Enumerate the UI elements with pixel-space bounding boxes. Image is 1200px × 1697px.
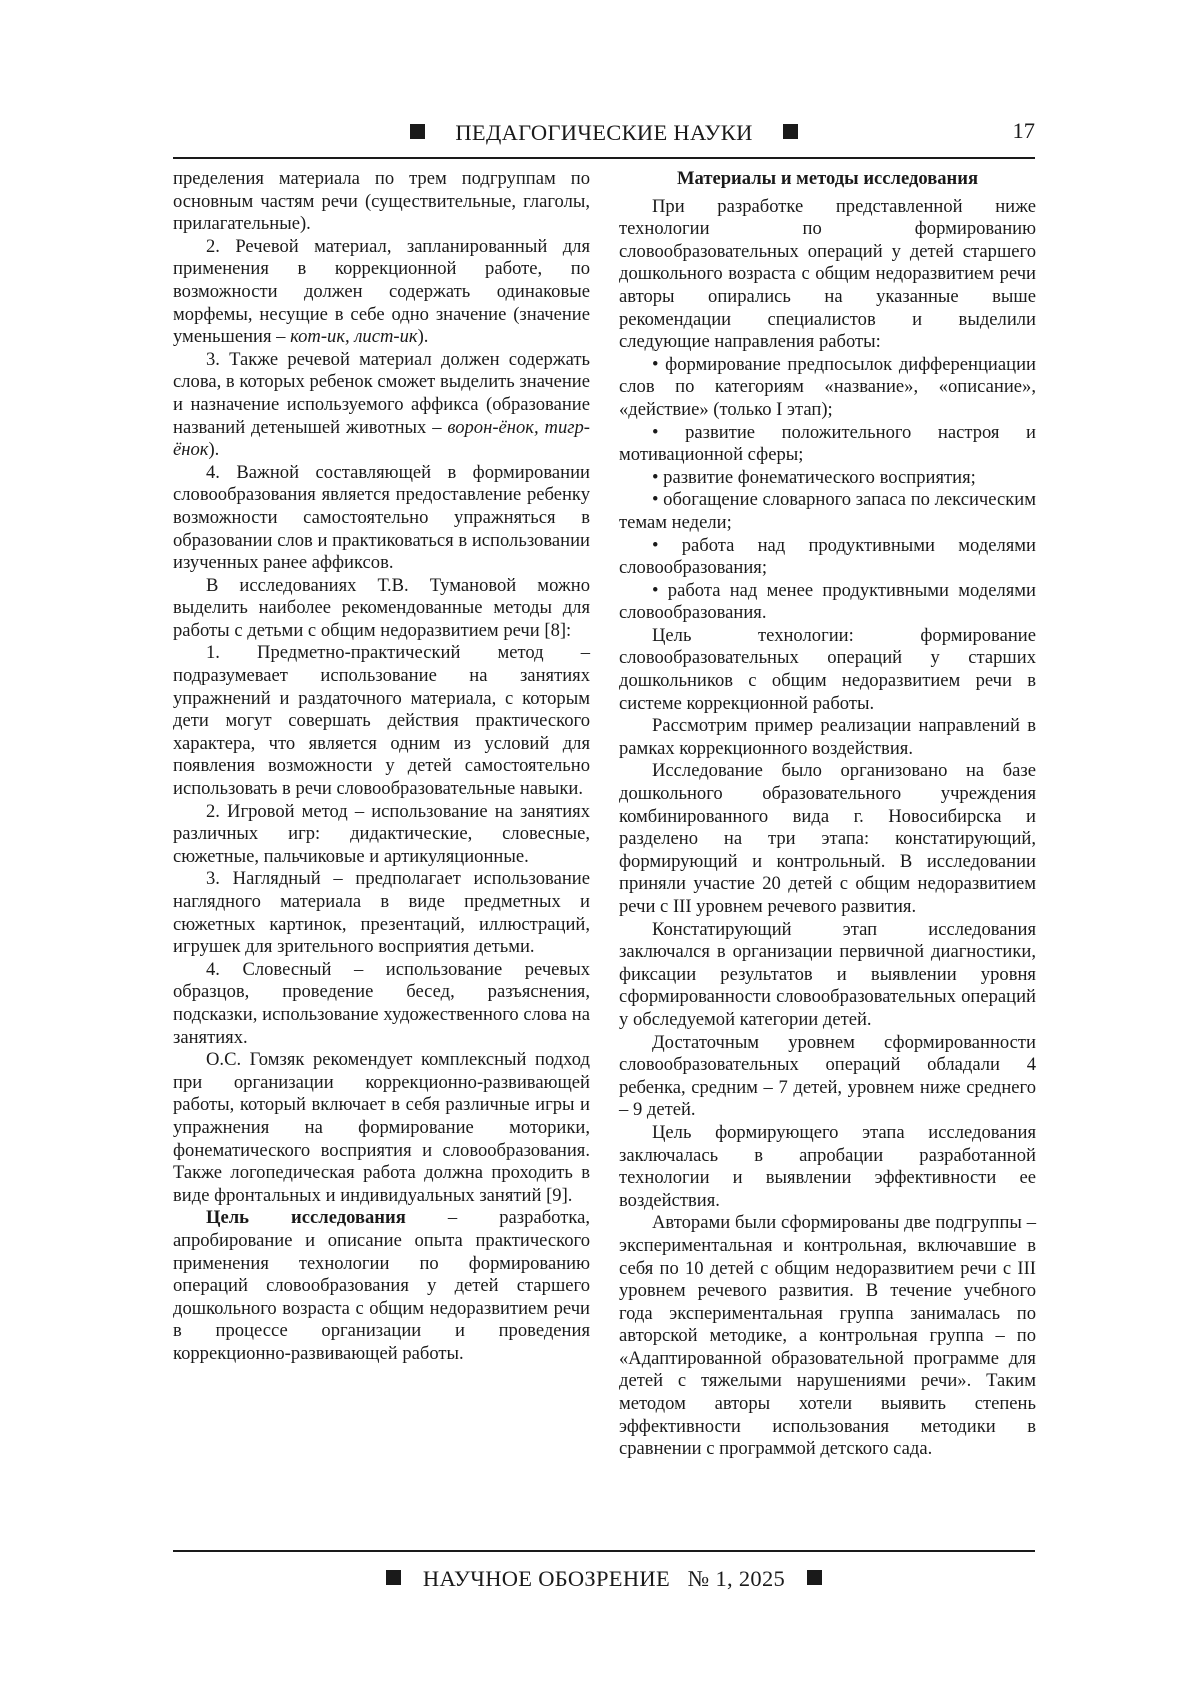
square-bullet-icon — [783, 124, 798, 139]
square-bullet-icon — [807, 1570, 822, 1585]
square-bullet-icon — [386, 1570, 401, 1585]
page-number: 17 — [1012, 118, 1035, 143]
issue-number: № 1, 2025 — [687, 1566, 786, 1591]
list-item: • развитие фонематического восприятия; — [652, 466, 976, 488]
paragraph: Достаточным уровнем сформированности словообразовательных операций обладали 4 ребенка, средним – 7 детей, уровнем ниже среднего – 9 детей. — [619, 1031, 1036, 1121]
paragraph: Констатирующий этап исследования заключался в организации первичной диагностики, фиксации результатов и выявлении уровня сформированности словообразовательных операций у обследуемой категории детей. — [619, 918, 1036, 1030]
paragraph: Рассмотрим пример реализации направлений в рамках коррекционного воздействия. — [619, 715, 1036, 759]
paragraph: 1. Предметно-практический метод – подразумевает использование на занятиях упражнений и раздаточного материала, с которым дети могут совершать действия практического характера, что является одним из условий для появления возможности у детей самостоятельно использовать в речи словообразовательные навыки. — [173, 642, 590, 800]
paragraph: 4. Важной составляющей в формировании словообразования является предоставление ребенку возможности самостоятельно упражняться в образовании слов и практиковаться в использовании изученных ранее аффиксов. — [173, 461, 590, 574]
footer-rule — [173, 1550, 1035, 1552]
list-item: • развитие положительного настроя и мотивационной сферы; — [619, 421, 1036, 466]
running-header — [173, 120, 1035, 156]
paragraph: О.С. Гомзяк рекомендует комплексный подход при организации коррекционно-развивающей работы, который включает в себя различные игры и упражнения на формирование моторики, фонематического восприятия и словообразования. Также логопедическая работа должна проходить в виде фронтальных и индивидуальных занятий [9]. — [173, 1049, 590, 1206]
square-bullet-icon — [410, 124, 425, 139]
paragraph: При разработке представленной ниже технологии по формированию словообразовательных операций у детей старшего дошкольного возраста с общим недоразвитием речи авторы опирались на указанные выше рекомендации специалистов и выделили следующие направления работы: — [619, 195, 1036, 353]
list-item: • работа над продуктивными моделями словообразования; — [619, 534, 1036, 579]
paragraph: 2. Речевой материал, запланированный для применения в коррекционной работе, по возможности должен содержать одинаковые морфемы, несущие в себе одно значение (значение уменьшения – кот-ик, лист-ик). — [173, 235, 590, 348]
paragraph: Авторами были сформированы две подгруппы – экспериментальная и контрольная, включавшие в себя по 10 детей с общим недоразвитием речи с III уровнем речевого развития. В течение учебного года экспериментальная группа занималась по авторской методике, а контрольная группа – по «Адаптированной образовательной программе для детей с тяжелыми нарушениями речи». Таким методом авторы хотели выявить степень эффективности использования методики в сравнении с программой детского сада. — [619, 1212, 1036, 1460]
paragraph: пределения материала по трем подгруппам по основным частям речи (существительные, глаголы, прилагательные). — [173, 168, 590, 235]
paragraph: Исследование было организовано на базе дошкольного образовательного учреждения комбинированного вида г. Новосибирска и разделено на три этапа: констатирующий, формирующий и контрольный. В исследовании приняли участие 20 детей с общим недоразвитием речи с III уровнем речевого развития. — [619, 760, 1036, 917]
paragraph: 3. Наглядный – предполагает использование наглядного материала в виде предметных и сюжетных картинок, презентаций, иллюстраций, игрушек для зрительного восприятия детьми. — [173, 868, 590, 958]
left-column — [173, 168, 590, 1365]
header-section-title — [173, 120, 1035, 146]
footer-journal-info — [423, 1566, 785, 1591]
right-column — [619, 168, 1036, 1461]
journal-title: НАУЧНОЕ ОБОЗРЕНИЕ — [422, 1566, 670, 1591]
list-item: • формирование предпосылок дифференциации слов по категориям «название», «описание», «действие» (только I этап); — [619, 353, 1036, 420]
paragraph: В исследованиях Т.В. Тумановой можно выделить наиболее рекомендованные методы для работы с детьми с общим недоразвитием речи [8]: — [173, 574, 590, 641]
header-section-text: ПЕДАГОГИЧЕСКИЕ НАУКИ — [455, 120, 753, 145]
list-item: • обогащение словарного запаса по лексическим темам недели; — [619, 489, 1036, 533]
list-item: • работа над менее продуктивными моделями словообразования. — [619, 579, 1036, 624]
paragraph: Цель формирующего этапа исследования заключалась в апробации разработанной технологии и выявлении эффективности ее воздействия. — [619, 1121, 1036, 1211]
running-footer — [173, 1566, 1035, 1592]
section-heading: Материалы и методы исследования — [676, 168, 979, 189]
paragraph: 4. Словесный – использование речевых образцов, проведение бесед, разъяснения, подсказки, использование художественного слова на занятиях. — [173, 958, 590, 1048]
paragraph: 2. Игровой метод – использование на занятиях различных игр: дидактические, словесные, сюжетные, пальчиковые и артикуляционные. — [173, 800, 590, 867]
paragraph: Цель технологии: формирование словообразовательных операций у старших дошкольников с общим недоразвитием речи в системе коррекционной работы. — [619, 624, 1036, 714]
paragraph: 3. Также речевой материал должен содержать слова, в которых ребенок сможет выделить значение и назначение используемого аффикса (образование названий детенышей животных – ворон-ёнок, тигр-ёнок). — [173, 348, 590, 461]
paragraph: Цель исследования – разработка, апробирование и описание опыта практического применения технологии по формированию операций словообразования у детей старшего дошкольного возраста с общим недоразвитием речи в процессе организации и проведения коррекционно-развивающей работы. — [173, 1207, 590, 1364]
header-rule — [173, 157, 1035, 159]
